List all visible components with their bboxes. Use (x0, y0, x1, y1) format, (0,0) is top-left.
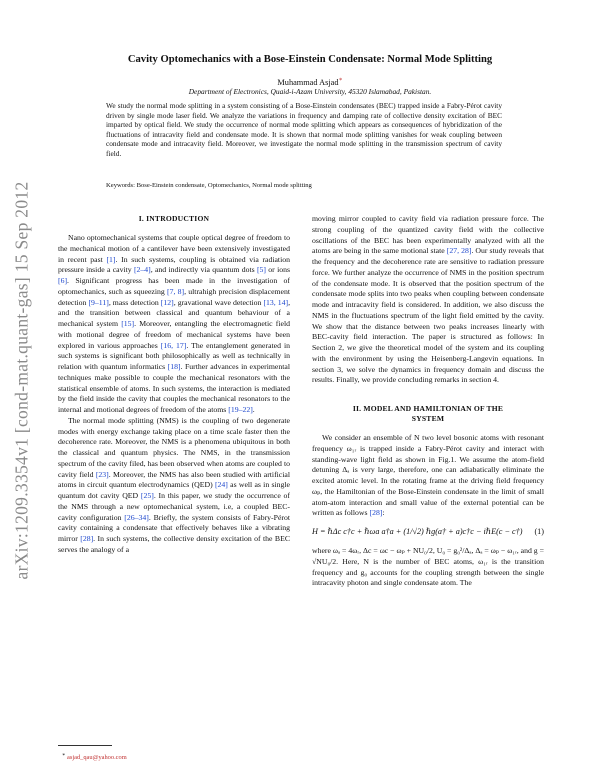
text-run: : (382, 508, 385, 518)
text-run: . In such systems, the collective density excitation of the BEC serves the analogy of a (58, 534, 290, 554)
model-paragraph-1 (312, 433, 544, 519)
abstract: We study the normal mode splitting in a system consisting of a Bose-Einstein condensates (BEC) trapped inside a Fabry-Pérot cavity driven by single mode laser field. We analyze the variations in frequency and damping rate of collective density excitation of BEC imparted by optical field. We study the occurrence of normal mode splitting which appears as consequences of hybridization of the fluctuations of intracavity field and condensate mode. It is shown that normal mode splitting vanishes for weak coupling between condensate mode and intracavity field. Moreover, we investigate the normal mode splitting in the transmission spectrum of cavity field. (106, 101, 502, 158)
citation-link[interactable]: [28] (369, 508, 383, 518)
footnote-mark: ∗ (62, 753, 66, 758)
intro-paragraph-3 (312, 214, 544, 386)
citation-link[interactable]: [23] (95, 469, 109, 479)
text-run: as well as in single quantum dot cavity QED (58, 480, 290, 500)
section-heading-model: II. MODEL AND HAMILTONIAN OF THE SYSTEM (352, 404, 504, 423)
text-run: . Moreover, entangling the electromagnetic field with motional degree of freedom of mechanical systems have been explored in various approaches (58, 319, 291, 350)
text-run: , mass detection (108, 297, 161, 307)
citation-link[interactable]: [27, 28] (446, 246, 472, 256)
citation-link[interactable]: [1] (106, 254, 116, 264)
text-run: where ωₐ = 4ωᵣ, Δc = ωc − ωₚ + NU₀/2, U₀ = g₀²/Δₐ, Δₐ = ωₚ − ω₁ᵣ, and g = √NU₀/2. Here, N is the number of BEC atoms, ω₁ᵣ is the transition frequency and g₀ accounts for the coupling strength between the single intracavity photon and single condensate atom. The (312, 546, 544, 588)
text-run: moving mirror coupled to cavity field via radiation pressure force. The strong coupling of the quantized cavity field with the collective oscillations of the BEC has been experimentally analyzed with all the atoms are being in the same motional state (312, 214, 544, 256)
text-run: . In such systems, coupling is obtained via radiation pressure inside a cavity (58, 254, 290, 275)
citation-link[interactable]: [16, 17] (160, 340, 187, 350)
paper-title: Cavity Optomechanics with a Bose-Einstein Condensate: Normal Mode Splitting (127, 54, 493, 65)
text-run: . Moreover, the NMS has also been studied with artificial atoms in circuit quantum electrodynamics (QED) (58, 469, 290, 490)
right-column (312, 214, 544, 589)
text-run: , ultrahigh precision displacement detection (58, 286, 290, 307)
citation-link[interactable]: [6] (58, 276, 68, 285)
citation-link[interactable]: [26–34] (124, 512, 149, 522)
citation-link[interactable]: [9–11] (88, 297, 109, 307)
text-run: or ions (266, 265, 290, 275)
citation-link[interactable]: [13, 14] (263, 297, 289, 307)
text-run: , and the transition between classical and quantum behaviour of a mechanical system (58, 297, 291, 328)
keywords: Keywords: Bose-Einstein condensate, Optomechanics, Normal mode splitting (106, 182, 312, 189)
citation-link[interactable]: [15] (121, 319, 135, 328)
author-name: Muhammad Asjad (277, 77, 339, 87)
footnote (62, 752, 127, 761)
footnote-divider (58, 745, 112, 746)
hamiltonian-equation: H = ℏΔc c†c + ℏωa a†a + (1/√2) ℏg(a† + a)c†c − iℏE(c − c†) (312, 527, 523, 536)
citation-link[interactable]: [2–4] (133, 265, 151, 275)
section-heading-introduction: I. INTRODUCTION (138, 214, 210, 223)
left-column (58, 214, 290, 556)
intro-paragraph-1 (58, 233, 290, 416)
citation-link[interactable]: [24] (214, 480, 228, 490)
text-run: The normal mode splitting (NMS) is the coupling of two degenerate modes with energy exchange taking place on a time scale faster then the decoherence rate. Moreover, the NMS is a phenomena ubiquitous in both the classical and quantum physics. The NMS, in the transmission spectrum of the cavity filed, has been observed when atoms are coupled to cavity field (58, 415, 290, 479)
citation-link[interactable]: [18] (167, 362, 181, 371)
affiliation: Department of Electronics, Quaid-i-Azam University, 45320 Islamabad, Pakistan. (188, 87, 432, 96)
text-run: . The entanglement generated in such systems is significant both philosophically as well as technically in relation with quantum informatics (58, 340, 290, 371)
citation-link[interactable]: [5] (256, 265, 266, 275)
text-run: , gravational wave detection (173, 297, 264, 307)
intro-paragraph-2 (58, 416, 290, 556)
text-run: . Our study reveals that the frequency and the decoherence rate are sensitive to radiation pressure force. We further analyze the occurrence of NMS in the position spectrum of the condensate mode. It is observed that the position spectrum of the condensate mode splits into two peaks when coupling between condensate mode and intracavity field is considered. In addition, we also discuss the NMS in the fluctuations spectrum of the light field emitted by the cavity. We show that the distance between two peaks increases linearly with BEC-cavity field interaction. The paper is structured as follows: In Section 2, we give the theoretical model of the system and its coupling with the environment by using the Heisenberg-Langevin equations. In section 3, we solve the dynamics in frequency domain and discuss the results. Finally, we provide concluding remarks in section 4. (312, 246, 544, 385)
citation-link[interactable]: [19–22] (228, 405, 253, 414)
text-run: . (252, 405, 255, 414)
arxiv-identifier-stamp: arXiv:1209.3354v1 [cond-mat.quant-gas] 15 Sep 2012 (11, 181, 32, 579)
citation-link[interactable]: [7, 8] (167, 286, 185, 296)
equation-1 (312, 525, 544, 539)
text-run: . In this paper, we study the occurrence of the NMS through a new optomechanical system, i.e, a coupled BEC-cavity configuration (58, 491, 291, 522)
text-run: . Briefly, the system consists of Fabry-Pérot cavity containing a condensate that effectively behaves like a vibrating mirror (58, 512, 291, 543)
citation-link[interactable]: [28] (80, 534, 94, 543)
model-paragraph-2 (312, 546, 544, 589)
author-footnote-mark[interactable]: ∗ (338, 77, 343, 83)
citation-link[interactable]: [12] (160, 297, 174, 307)
equation-number: (1) (534, 527, 544, 536)
text-run: We consider an ensemble of N two level bosonic atoms with resonant frequency ω₁ᵣ is trapped inside a Fabry-Pérot cavity and interact with standing-wave light field as shown in Fig.1. We assume the atom-field detuning Δₐ is very large, therefore, one can adiabatically eliminate the excited atomic level. In the rotating frame at the driving field frequency ωₚ, the Hamiltonian of the Bose-Einstein condensate in the limit of small atom-atom interaction and small value of the external potential can be written as follows (312, 433, 544, 518)
text-run: . Significant progress has been made in the investigation of optomechanics, such as squeezing (58, 276, 290, 296)
text-run: Nano optomechanical systems that couple optical degree of freedom to the mechanical motion of a cantilever have been extensively investigated in recent past (58, 233, 290, 264)
text-run: . Further advances in experimental techniques make possible to couple the mechanical resonators with the statistical ensemble of atoms. In such systems, the interaction is mediated by the field inside the cavity that couples the mechanical resonators to the internal and motional degrees of freedom of the atoms (58, 362, 290, 414)
citation-link[interactable]: [25] (140, 491, 154, 500)
text-run: , and indirectly via quantum dots (150, 265, 257, 275)
author-line (60, 76, 560, 87)
author-email-link[interactable]: asjad_qau@yahoo.com (67, 754, 127, 762)
